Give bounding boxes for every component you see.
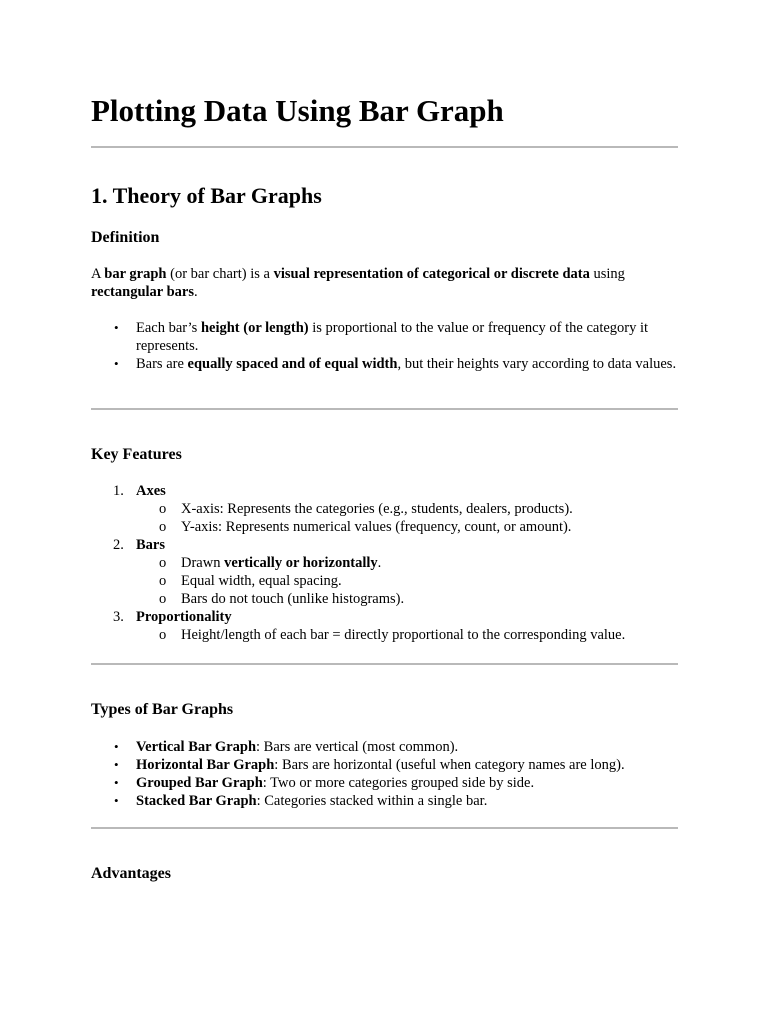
list-item: • Grouped Bar Graph: Two or more categories grouped side by side. xyxy=(114,775,535,791)
sub-list xyxy=(136,500,678,536)
sub-list-item: o Y-axis: Represents numerical values (frequency, count, or amount). xyxy=(159,519,572,535)
list-item xyxy=(91,608,678,644)
page-title: Plotting Data Using Bar Graph xyxy=(91,93,504,128)
definition-paragraph: A bar graph (or bar chart) is a visual representation of categorical or discrete data using rectangular bars. xyxy=(91,266,625,300)
list-item: • Each bar’s height (or length) is proportional to the value or frequency of the category it represents. xyxy=(114,320,649,354)
divider xyxy=(91,827,678,829)
bullet-icon: • xyxy=(114,793,119,808)
bullet-icon: • xyxy=(114,320,119,335)
list-item xyxy=(91,482,678,536)
sub-list-item: o Equal width, equal spacing. xyxy=(159,573,342,589)
subheading-advantages: Advantages xyxy=(91,865,172,882)
bullet-icon: • xyxy=(114,356,119,371)
sub-bullet-icon: o xyxy=(159,555,167,571)
bullet-icon: • xyxy=(114,739,119,754)
list-item xyxy=(91,536,678,608)
subheading-key-features: Key Features xyxy=(91,446,182,463)
list-item: • Stacked Bar Graph: Categories stacked within a single bar. xyxy=(114,793,488,809)
list-item: • Bars are equally spaced and of equal width, but their heights vary according to data values. xyxy=(114,356,677,372)
sub-bullet-icon: o xyxy=(159,573,167,589)
list-item-label: Proportionality xyxy=(136,609,232,625)
list-item-label: Bars xyxy=(136,537,165,553)
sub-bullet-icon: o xyxy=(159,627,167,643)
sub-list-item: o X-axis: Represents the categories (e.g., students, dealers, products). xyxy=(159,501,573,517)
list-number: 3. xyxy=(113,609,124,625)
divider xyxy=(91,146,678,148)
subheading-definition: Definition xyxy=(91,229,160,246)
sub-list xyxy=(136,554,678,608)
sub-bullet-icon: o xyxy=(159,591,167,607)
list-number: 1. xyxy=(113,483,124,499)
section-heading-theory: 1. Theory of Bar Graphs xyxy=(91,183,322,208)
sub-bullet-icon: o xyxy=(159,501,167,517)
definition-bullet-list xyxy=(91,319,678,373)
divider xyxy=(91,663,678,665)
sub-list-item: o Drawn vertically or horizontally. xyxy=(159,555,382,571)
list-number: 2. xyxy=(113,537,124,553)
key-features-list xyxy=(91,482,678,644)
types-bullet-list xyxy=(91,738,678,810)
list-item-label: Axes xyxy=(136,483,166,499)
sub-list xyxy=(136,626,678,644)
list-item: • Horizontal Bar Graph: Bars are horizontal (useful when category names are long). xyxy=(114,757,625,773)
divider xyxy=(91,408,678,410)
list-item: • Vertical Bar Graph: Bars are vertical (most common). xyxy=(114,739,459,755)
subheading-types: Types of Bar Graphs xyxy=(91,701,234,718)
sub-list-item: o Bars do not touch (unlike histograms). xyxy=(159,591,405,607)
bullet-icon: • xyxy=(114,775,119,790)
bullet-icon: • xyxy=(114,757,119,772)
sub-list-item: o Height/length of each bar = directly proportional to the corresponding value. xyxy=(159,627,626,643)
sub-bullet-icon: o xyxy=(159,519,167,535)
